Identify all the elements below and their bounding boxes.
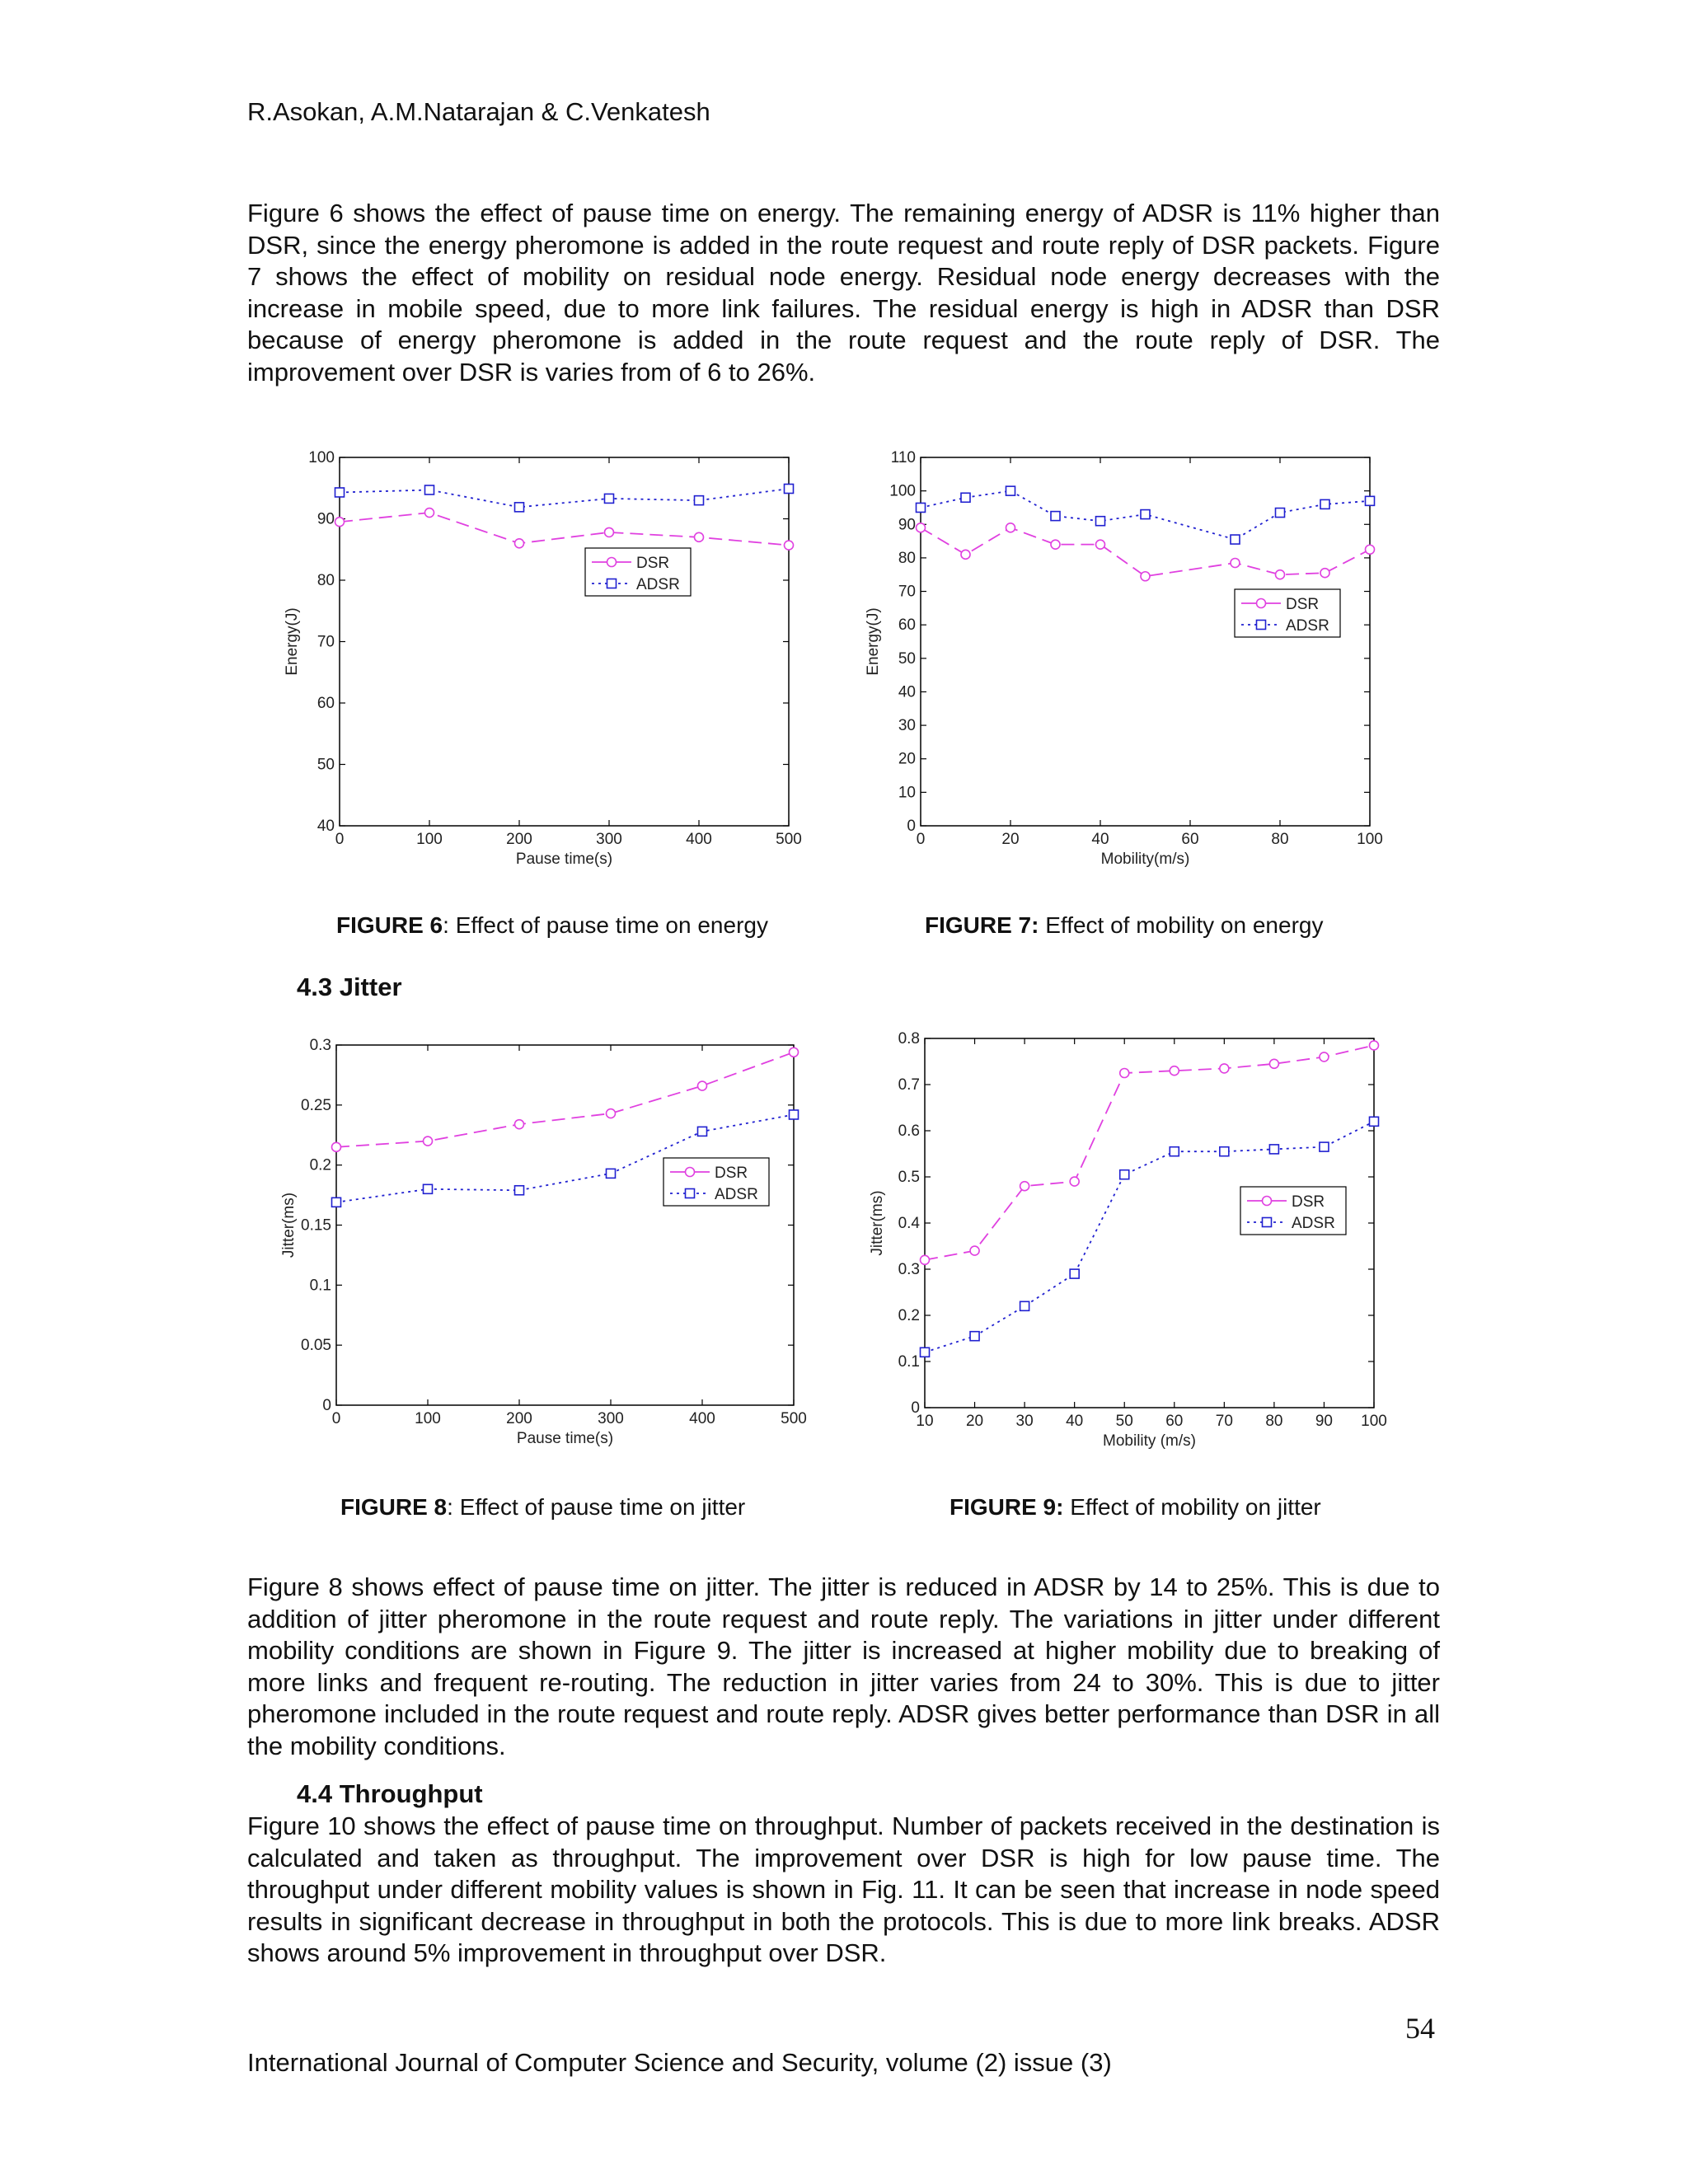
x-tick-label: 100 (1357, 831, 1383, 848)
data-point-adsr (1231, 535, 1240, 544)
y-tick-label: 0 (911, 1399, 920, 1417)
y-tick-label: 110 (890, 449, 916, 466)
series-line-dsr (336, 1052, 794, 1147)
x-tick-label: 60 (1165, 1413, 1184, 1430)
journal-footer: International Journal of Computer Science and Security, volume (2) issue (3) (247, 2048, 1112, 2077)
y-tick-label: 70 (898, 583, 916, 601)
data-point-adsr (1220, 1147, 1229, 1156)
x-axis-label: Pause time(s) (515, 851, 613, 868)
data-point-dsr (921, 1255, 930, 1264)
x-tick-label: 500 (776, 831, 802, 848)
data-point-dsr (1006, 523, 1015, 532)
x-tick-label: 40 (1066, 1413, 1084, 1430)
x-axis-label: Pause time(s) (516, 1430, 614, 1447)
y-tick-label: 0.15 (301, 1216, 331, 1235)
figure-7-caption (925, 912, 1323, 939)
data-point-dsr (1276, 570, 1285, 579)
y-tick-label: 0 (322, 1397, 331, 1414)
data-point-adsr (1096, 517, 1105, 526)
legend-marker-adsr (1263, 1218, 1272, 1227)
x-tick-label: 0 (916, 831, 926, 848)
y-tick-label: 0.05 (301, 1337, 331, 1355)
y-tick-label: 0.6 (898, 1122, 920, 1140)
data-point-adsr (1366, 496, 1375, 505)
y-tick-label: 40 (898, 683, 916, 701)
data-point-dsr (785, 541, 794, 550)
data-point-adsr (1051, 512, 1060, 521)
data-point-dsr (1320, 569, 1329, 578)
data-point-adsr (1070, 1269, 1079, 1278)
figure-8-label: FIGURE 8 (340, 1494, 448, 1520)
series-line-dsr (340, 513, 789, 545)
data-point-adsr (1120, 1170, 1129, 1179)
data-point-adsr (605, 494, 614, 503)
data-point-dsr (1120, 1069, 1129, 1078)
data-point-dsr (335, 518, 345, 527)
data-point-adsr (424, 1184, 433, 1193)
x-tick-label: 100 (1361, 1413, 1387, 1430)
y-tick-label: 0.3 (898, 1261, 920, 1278)
plot-frame (336, 1045, 794, 1405)
figure-9-label: FIGURE 9: (950, 1494, 1064, 1520)
data-point-adsr (695, 496, 704, 505)
x-tick-label: 70 (1215, 1413, 1233, 1430)
x-tick-label: 20 (1001, 831, 1020, 848)
data-point-adsr (1020, 1301, 1029, 1310)
data-point-dsr (1366, 545, 1375, 554)
legend-label-adsr: ADSR (1292, 1215, 1335, 1232)
data-point-adsr (335, 488, 345, 497)
data-point-dsr (1231, 559, 1240, 568)
data-point-adsr (917, 503, 926, 512)
data-point-dsr (1269, 1059, 1278, 1068)
legend-marker-dsr (1257, 599, 1266, 608)
x-axis-label: Mobility(m/s) (1100, 851, 1190, 868)
data-point-dsr (1020, 1182, 1029, 1191)
data-point-dsr (332, 1142, 341, 1151)
y-tick-label: 0.2 (309, 1156, 331, 1174)
x-tick-label: 500 (781, 1410, 807, 1427)
data-point-dsr (1070, 1177, 1079, 1186)
x-axis-label: Mobility (m/s) (1103, 1432, 1196, 1450)
paragraph-throughput-discussion: Figure 10 shows the effect of pause time on throughput. Number of packets received in the destination is calculated and taken as throughput. The improvement over DSR is high for low pause time. The throughput under different mobility values is shown in Fig. 11. It can be seen that increase in node speed results in significant decrease in throughput in both the protocols. This is due to more link breaks. ADSR shows around 5% improvement in throughput over DSR. (247, 1811, 1440, 1967)
data-point-dsr (1141, 572, 1150, 581)
legend-label-adsr: ADSR (715, 1186, 758, 1203)
x-tick-label: 100 (415, 1410, 441, 1427)
figure-6-caption-text: : Effect of pause time on energy (443, 912, 768, 938)
data-point-adsr (1269, 1145, 1278, 1154)
x-tick-label: 40 (1091, 831, 1109, 848)
running-header-authors: R.Asokan, A.M.Natarajan & C.Venkatesh (247, 97, 710, 126)
data-point-adsr (515, 1186, 524, 1195)
x-tick-label: 200 (506, 1410, 532, 1427)
data-point-dsr (515, 539, 524, 548)
data-point-adsr (1141, 510, 1150, 519)
data-point-adsr (425, 485, 434, 494)
figure-6-caption (336, 912, 768, 939)
data-point-adsr (1320, 1142, 1329, 1151)
y-tick-label: 0.4 (898, 1215, 920, 1232)
y-axis-label: Jitter(ms) (869, 1190, 886, 1256)
paragraph-energy-discussion: Figure 6 shows the effect of pause time on energy. The remaining energy of ADSR is 11% higher than DSR, since the energy pheromone is added in the route request and route reply of DSR packets. Figure 7 shows the effect of mobility on residual node energy. Residual node energy decreases with the increase in mobile speed, due to more link failures. The residual energy is high in ADSR than DSR because of energy pheromone is added in the route request and the route reply of DSR. The improvement over DSR is varies from of 6 to 26%. (247, 199, 1440, 387)
legend-label-dsr: DSR (1292, 1193, 1325, 1211)
y-tick-label: 10 (898, 784, 916, 802)
y-tick-label: 0.3 (309, 1037, 331, 1054)
x-tick-label: 20 (965, 1413, 984, 1430)
y-tick-label: 0.2 (898, 1307, 920, 1324)
y-tick-label: 60 (316, 695, 335, 712)
data-point-adsr (1170, 1147, 1179, 1156)
figure-6-label: FIGURE 6 (336, 912, 443, 938)
x-tick-label: 60 (1181, 831, 1199, 848)
data-point-dsr (1320, 1052, 1329, 1062)
series-line-adsr (340, 489, 789, 507)
legend-label-dsr: DSR (715, 1165, 748, 1182)
data-point-dsr (790, 1047, 799, 1057)
series-line-dsr (921, 527, 1370, 576)
data-point-dsr (917, 523, 926, 532)
y-tick-label: 80 (898, 549, 916, 567)
data-point-dsr (1220, 1064, 1229, 1073)
y-tick-label: 0.5 (898, 1169, 920, 1186)
x-tick-label: 200 (506, 831, 532, 848)
y-tick-label: 0.25 (301, 1096, 331, 1114)
legend-marker-adsr (607, 579, 617, 588)
x-tick-label: 400 (686, 831, 712, 848)
x-tick-label: 50 (1115, 1413, 1133, 1430)
data-point-adsr (1320, 499, 1329, 509)
data-point-dsr (961, 550, 970, 559)
figure-9-caption (950, 1494, 1321, 1521)
data-point-adsr (1370, 1117, 1379, 1126)
y-tick-label: 0.1 (898, 1353, 920, 1371)
legend-label-adsr: ADSR (1286, 617, 1329, 635)
paragraph-jitter-discussion: Figure 8 shows effect of pause time on jitter. The jitter is reduced in ADSR by 14 to 25%. This is due to addition of jitter pheromone in the route request and route reply. The variations in jitter under different mobility conditions are shown in Figure 9. The jitter is increased at higher mobility due to breaking of more links and frequent re-routing. The reduction in jitter varies from 24 to 30%. This is due to jitter pheromone included in the route request and route reply. ADSR gives better performance than DSR in all the mobility conditions. (247, 1572, 1440, 1760)
legend-marker-dsr (607, 558, 617, 567)
data-point-adsr (1006, 486, 1015, 495)
plot-frame (340, 457, 789, 826)
x-tick-label: 100 (416, 831, 443, 848)
data-point-dsr (1096, 540, 1105, 549)
page-number: 54 (1405, 2012, 1435, 2045)
legend-label-adsr: ADSR (636, 576, 680, 593)
data-point-adsr (961, 493, 970, 502)
data-point-dsr (1370, 1041, 1379, 1050)
y-tick-label: 0.8 (898, 1030, 920, 1047)
x-tick-label: 80 (1265, 1413, 1283, 1430)
y-tick-label: 50 (316, 756, 335, 774)
series-line-adsr (925, 1122, 1374, 1352)
y-tick-label: 90 (898, 516, 916, 534)
data-point-dsr (695, 532, 704, 541)
data-point-adsr (515, 503, 524, 512)
figure-6-chart (272, 445, 816, 878)
y-tick-label: 60 (898, 616, 916, 635)
data-point-dsr (515, 1120, 524, 1129)
y-axis-label: Energy(J) (865, 607, 882, 676)
x-tick-label: 0 (331, 1410, 341, 1427)
section-heading-jitter: 4.3 Jitter (297, 972, 402, 1001)
legend-marker-adsr (1257, 621, 1266, 630)
y-tick-label: 50 (898, 649, 916, 668)
data-point-dsr (1170, 1066, 1179, 1076)
section-heading-throughput: 4.4 Throughput (297, 1779, 483, 1808)
figure-7-chart (853, 445, 1397, 878)
data-point-dsr (425, 509, 434, 518)
data-point-dsr (605, 527, 614, 537)
y-axis-label: Energy(J) (284, 607, 301, 676)
data-point-adsr (1276, 509, 1285, 518)
x-tick-label: 0 (335, 831, 345, 848)
data-point-adsr (785, 484, 794, 493)
y-tick-label: 100 (889, 482, 916, 500)
y-tick-label: 20 (898, 750, 916, 768)
data-point-dsr (1051, 540, 1060, 549)
figure-9-caption-text: Effect of mobility on jitter (1063, 1494, 1321, 1520)
x-tick-label: 300 (596, 831, 622, 848)
x-tick-label: 80 (1271, 831, 1289, 848)
y-tick-label: 40 (316, 818, 335, 835)
x-tick-label: 400 (689, 1410, 715, 1427)
data-point-adsr (921, 1347, 930, 1357)
y-tick-label: 70 (316, 633, 335, 651)
data-point-adsr (332, 1197, 341, 1207)
legend-label-dsr: DSR (636, 555, 670, 572)
data-point-dsr (970, 1246, 979, 1255)
figure-8-caption-text: : Effect of pause time on jitter (447, 1494, 746, 1520)
y-axis-label: Jitter(ms) (280, 1192, 298, 1258)
legend-marker-adsr (686, 1189, 695, 1198)
legend-label-dsr: DSR (1286, 596, 1320, 613)
x-tick-label: 30 (1015, 1413, 1034, 1430)
figure-7-label: FIGURE 7: (925, 912, 1039, 938)
y-tick-label: 0.7 (898, 1076, 920, 1094)
y-tick-label: 80 (316, 572, 335, 589)
y-tick-label: 100 (308, 449, 335, 466)
data-point-adsr (698, 1127, 707, 1136)
figure-8-caption (340, 1494, 745, 1521)
x-tick-label: 300 (598, 1410, 624, 1427)
figure-7-caption-text: Effect of mobility on energy (1039, 912, 1324, 938)
data-point-dsr (607, 1109, 616, 1118)
y-tick-label: 90 (316, 510, 335, 528)
data-point-adsr (607, 1169, 616, 1178)
y-tick-label: 0.1 (309, 1277, 331, 1295)
data-point-dsr (698, 1081, 707, 1090)
x-tick-label: 90 (1315, 1413, 1334, 1430)
legend-marker-dsr (686, 1168, 695, 1177)
data-point-adsr (790, 1110, 799, 1119)
data-point-adsr (970, 1332, 979, 1341)
y-tick-label: 30 (898, 717, 916, 735)
y-tick-label: 0 (907, 818, 916, 835)
legend-marker-dsr (1263, 1197, 1272, 1206)
x-tick-label: 10 (916, 1413, 934, 1430)
figure-9-chart (865, 1030, 1409, 1459)
data-point-dsr (424, 1137, 433, 1146)
figure-8-chart (272, 1030, 816, 1459)
